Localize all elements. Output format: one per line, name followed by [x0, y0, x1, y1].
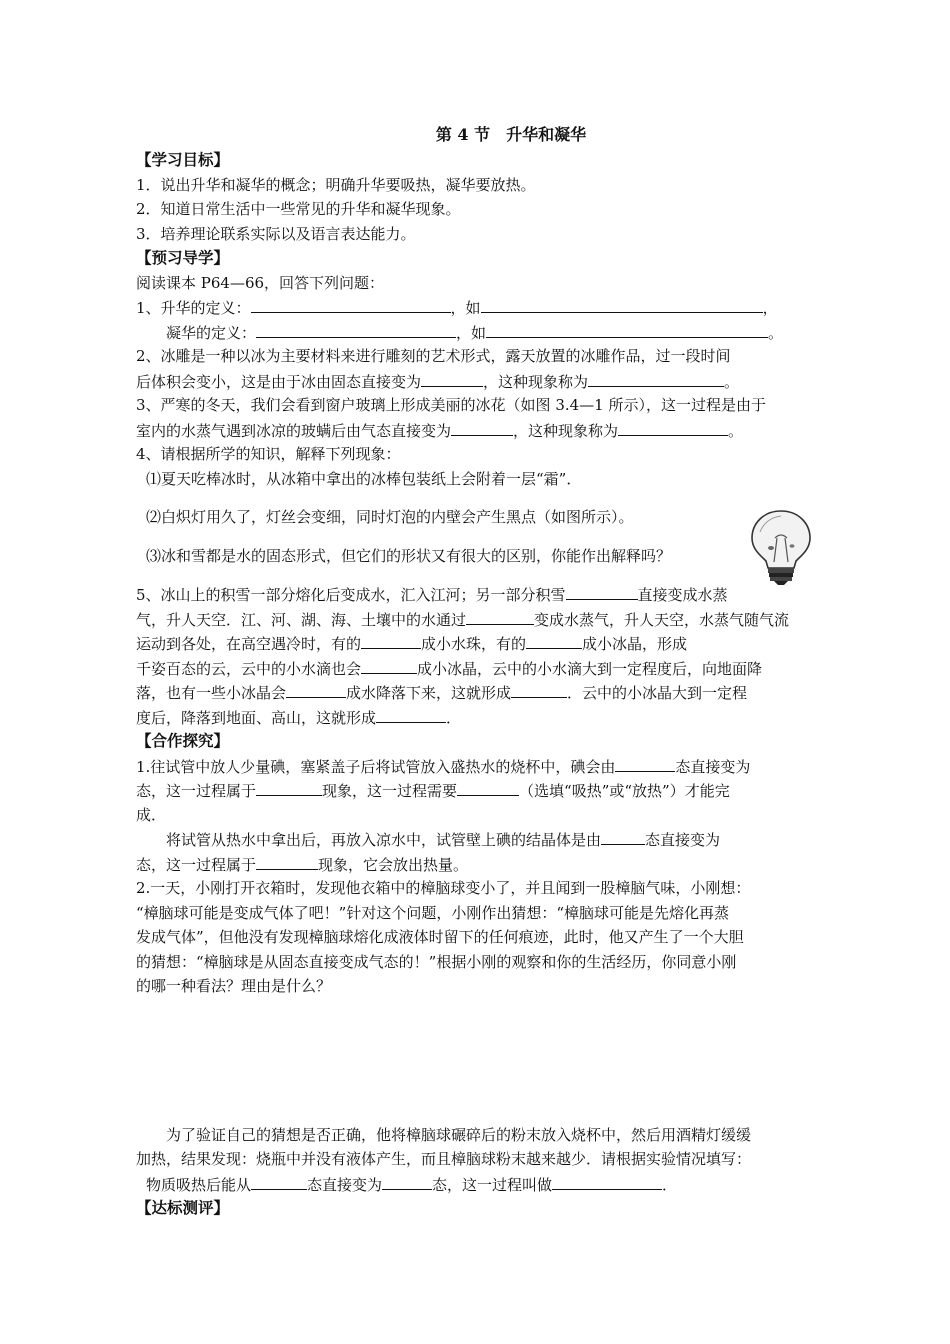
- question-5-line: 度后，降落到地面、高山，这就形成 ．: [136, 705, 826, 730]
- preview-intro: 阅读课本 P64—66，回答下列问题：: [136, 273, 385, 292]
- heading-assessment: 【达标测评】: [136, 1198, 230, 1217]
- goal-item: 1．说出升华和凝华的概念；明确升华要吸热，凝华要放热。: [136, 175, 536, 194]
- question-1b: 凝华的定义： ，如 。: [136, 320, 826, 345]
- answer-blank[interactable]: [486, 320, 768, 338]
- answer-blank[interactable]: [361, 631, 421, 649]
- answer-blank[interactable]: [618, 418, 728, 436]
- inquiry-2-line: 2.一天，小刚打开衣箱时，发现他衣箱中的樟脑球变小了，并且闻到一股樟脑气味，小刚想：: [136, 879, 751, 897]
- question-4-2: ⑵白炽灯用久了，灯丝会变细，同时灯泡的内壁会产生黑点（如图所示）。: [146, 508, 634, 526]
- inquiry-1-line: 1.往试管中放人少量碘，塞紧盖子后将试管放入盛热水的烧杯中，碘会由 态直接变为: [136, 754, 826, 779]
- answer-blank[interactable]: [376, 705, 446, 723]
- answer-blank[interactable]: [451, 418, 513, 436]
- inquiry-2-line: “樟脑球可能是变成气体了吧！”针对这个问题，小刚作出猜想：“樟脑球可能是先熔化再蒸: [136, 903, 730, 922]
- inquiry-1b-line: 态，这一过程属于 现象，它会放出热量。: [136, 852, 826, 877]
- answer-blank[interactable]: [286, 680, 346, 698]
- question-4: 4、请根据所学的知识，解释下列现象：: [136, 445, 401, 463]
- heading-preview: 【预习导学】: [136, 248, 230, 267]
- question-3-line: 室内的水蒸气遇到冰凉的玻螨后由气态直接变为 ，这种现象称为 。: [136, 418, 826, 443]
- inquiry-2-line: 发成气体”，但他没有发现樟脑球熔化成液体时留下的任何痕迹，此时，他又产生了一个大胆: [136, 928, 744, 946]
- page-title: 第 4 节 升华和凝华: [435, 125, 587, 144]
- answer-blank[interactable]: [601, 827, 645, 845]
- inquiry-1-line: 成．: [136, 805, 167, 824]
- answer-blank[interactable]: [421, 369, 483, 387]
- answer-blank[interactable]: [526, 631, 582, 649]
- question-5-line: 运动到各处，在高空遇冷时，有的 成小水珠，有的 成小冰晶，形成: [136, 631, 826, 656]
- answer-blank[interactable]: [256, 778, 322, 796]
- light-bulb-icon: [746, 508, 816, 586]
- answer-blank[interactable]: [256, 852, 318, 870]
- inquiry-1b-line: 将试管从热水中拿出后，再放入凉水中，试管壁上碘的结晶体是由 态直接变为: [136, 827, 826, 852]
- question-1a: 1、升华的定义： ，如 ，: [136, 295, 826, 320]
- answer-blank[interactable]: [566, 582, 638, 600]
- question-5-line: 5、冰山上的积雪一部分熔化后变成水，汇入江河；另一部分积雪 直接变成水蒸: [136, 582, 826, 607]
- question-5-line: 气，升人天空．江、河、湖、海、土壤中的水通过 变成水蒸气，升人天空，水蒸气随气流: [136, 607, 826, 632]
- worksheet-page: [136, 122, 826, 1221]
- question-5-line: 落，也有一些小冰晶会 成水降落下来，这就形成 ．云中的小冰晶大到一定程: [136, 680, 826, 705]
- answer-blank[interactable]: [457, 778, 519, 796]
- heading-cooperative-inquiry: 【合作探究】: [136, 731, 230, 750]
- answer-blank[interactable]: [615, 754, 675, 772]
- question-5-line: 千姿百态的云，云中的小水滴也会 成小冰晶，云中的小水滴大到一定程度后，向地面降: [136, 656, 826, 681]
- experiment-fill-line: 物质吸热后能从 态直接变为 态，这一过程叫做 ．: [136, 1172, 826, 1197]
- goal-item: 3．培养理论联系实际以及语言表达能力。: [136, 224, 416, 243]
- answer-blank[interactable]: [511, 680, 567, 698]
- heading-learning-goals: 【学习目标】: [136, 150, 230, 169]
- inquiry-2-line: 的猜想：“樟脑球是从固态直接变成气态的！”根据小刚的观察和你的生活经历，你同意小刚: [136, 952, 737, 971]
- answer-blank[interactable]: [251, 1172, 307, 1190]
- question-4-3: ⑶冰和雪都是水的固态形式，但它们的形状又有很大的区别，你能作出解释吗？: [146, 546, 672, 565]
- inquiry-1-line: 态，这一过程属于 现象，这一过程需要 （选填“吸热”或“放热”）才能完: [136, 778, 826, 803]
- answer-blank[interactable]: [466, 607, 534, 625]
- answer-blank[interactable]: [552, 1172, 662, 1190]
- experiment-line: 为了验证自己的猜想是否正确，他将樟脑球碾碎后的粉末放入烧杯中，然后用酒精灯缓缓: [166, 1125, 752, 1144]
- answer-blank[interactable]: [481, 295, 763, 313]
- inquiry-2-line: 的哪一种看法？理由是什么？: [136, 977, 332, 995]
- answer-blank[interactable]: [256, 320, 456, 338]
- answer-blank[interactable]: [382, 1172, 432, 1190]
- experiment-line: 加热，结果发现：烧瓶中并没有液体产生，而且樟脑球粉末越来越少．请根据实验情况填写：: [136, 1150, 752, 1168]
- question-2-line: 2、冰雕是一种以冰为主要材料来进行雕刻的艺术形式，露天放置的冰雕作品，过一段时间: [136, 347, 731, 365]
- question-4-1: ⑴夏天吃棒冰时，从冰箱中拿出的冰棒包装纸上会附着一层“霜”．: [146, 469, 582, 488]
- answer-blank[interactable]: [588, 369, 724, 387]
- question-3-line: 3、严寒的冬天，我们会看到窗户玻璃上形成美丽的冰花（如图 3.4—1 所示），这一过程是由于: [136, 396, 766, 414]
- answer-blank[interactable]: [251, 295, 451, 313]
- question-2-line: 后体积会变小，这是由于冰由固态直接变为 ，这种现象称为 。: [136, 369, 826, 394]
- goal-item: 2．知道日常生活中一些常见的升华和凝华现象。: [136, 200, 461, 218]
- answer-blank[interactable]: [361, 656, 417, 674]
